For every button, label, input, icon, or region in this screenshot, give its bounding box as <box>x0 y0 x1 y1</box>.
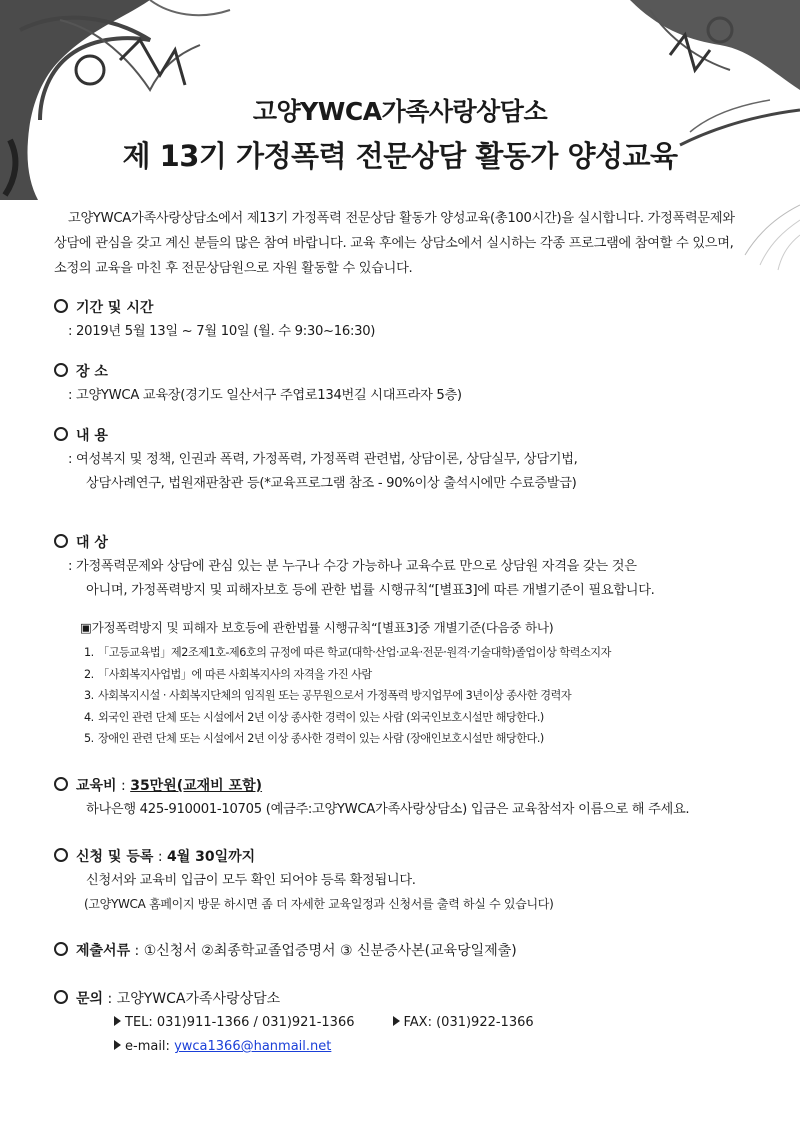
email-label: e-mail: <box>125 1039 175 1054</box>
documents-section <box>54 939 754 963</box>
fee-text: 하나은행 425-910001-10705 (예금주:고양YWCA가족사랑상담소) 입금은 교육참석자 이름으로 해 주세요. <box>86 802 690 817</box>
content-line-2: 상담사례연구, 법원재판참관 등(*교육프로그램 참조 - 90%이상 출석시에만 수료증발급) <box>86 476 577 491</box>
circle-bullet-icon <box>54 363 68 377</box>
period-heading: 기간 및 시간 <box>76 300 154 316</box>
documents-label: 제출서류 <box>76 943 131 959</box>
register-deadline: 4월 30일까지 <box>167 849 256 865</box>
place-text: : 고양YWCA 교육장(경기도 일산서구 주엽로134번길 시대프라자 5층) <box>68 388 462 403</box>
arrow-bullet-icon <box>393 1016 400 1026</box>
inquiry-value: : 고양YWCA가족사랑상담소 <box>103 991 281 1007</box>
period-text: : 2019년 5월 13일 ~ 7월 10일 (월. 수 9:30~16:30) <box>68 324 376 339</box>
criteria-item: 1. 「고등교육법」제2조제1호-제6호의 규정에 따른 학교(대학·산업·교육·전문·원격·기술대학)졸업이상 학력소지자 <box>84 646 611 659</box>
fee-label: 교육비 <box>76 778 117 794</box>
intro-paragraph: 고양YWCA가족사랑상담소에서 제13기 가정폭력 전문상담 활동가 양성교육(총100시간)을 실시합니다. 가정폭력문제와 상담에 관심을 갖고 계신 분들의 많은 참여 바랍니다. 교육 후에는 상담소에서 실시하는 각종 프로그램에 참여할 수 있으며, 소정의 교육을 마친 후 전문상담원으로 자원 활동할 수 있습니다. <box>54 211 735 276</box>
documents-value: : ①신청서 ②최종학교졸업증명서 ③ 신분증사본(교육당일제출) <box>130 943 517 959</box>
criteria-title: ▣가정폭력방지 및 피해자 보호등에 관한법률 시행규칙“[별표3]중 개별기준(다음중 하나) <box>80 620 554 635</box>
circle-bullet-icon <box>54 534 68 548</box>
register-note: (고양YWCA 홈페이지 방문 하시면 좀 더 자세한 교육일정과 신청서를 출력 하실 수 있습니다) <box>84 897 554 911</box>
content-line-1: : 여성복지 및 정책, 인권과 폭력, 가정폭력, 가정폭력 관련법, 상담이론, 상담실무, 상담기법, <box>68 452 578 467</box>
circle-bullet-icon <box>54 942 68 956</box>
target-line-2: 아니며, 가정폭력방지 및 피해자보호 등에 관한 법률 시행규칙“[별표3]에 따른 개별기준이 필요합니다. <box>86 583 655 598</box>
criteria-item: 3. 사회복지시설 · 사회복지단체의 임직원 또는 공무원으로서 가정폭력 방지업무에 3년이상 종사한 경력자 <box>84 689 572 702</box>
inquiry-section <box>54 987 754 1059</box>
organization-name: 고양YWCA가족사랑상담소 <box>252 97 548 126</box>
criteria-item: 5. 장애인 관련 단체 또는 시설에서 2년 이상 종사한 경력이 있는 사람 (장애인보호시설만 해당한다.) <box>84 732 544 745</box>
content-section <box>54 424 754 496</box>
register-label: 신청 및 등록 <box>76 849 154 865</box>
target-heading: 대 상 <box>76 535 108 551</box>
register-section: 신청 및 등록 : 4월 30일까지 신청서와 교육비 입금이 모두 확인 되어야 등록 확정됩니다. (고양YWCA 홈페이지 방문 하시면 좀 더 자세한 교육일정과 신청서를 출력 하실 수 있습니다) <box>54 845 754 915</box>
register-text: 신청서와 교육비 입금이 모두 확인 되어야 등록 확정됩니다. <box>86 873 416 888</box>
page-title: 제 13기 가정폭력 전문상담 활동가 양성교육 <box>122 139 678 173</box>
contact-email <box>54 1035 754 1059</box>
inquiry-label: 문의 <box>76 991 104 1007</box>
fee-section: 교육비 : 35만원(교재비 포함) 하나은행 425-910001-10705 (예금주:고양YWCA가족사랑상담소) 입금은 교육참석자 이름으로 해 주세요. <box>54 774 754 822</box>
criteria-item: 4. 외국인 관련 단체 또는 시설에서 2년 이상 종사한 경력이 있는 사람 (외국인보호시설만 해당한다.) <box>84 710 544 724</box>
place-heading: 장 소 <box>76 364 108 380</box>
email-link[interactable]: ywca1366@hanmail.net <box>174 1039 332 1054</box>
fee-value: 35만원(교재비 포함) <box>130 778 263 794</box>
place-section <box>54 360 754 408</box>
circle-bullet-icon <box>54 848 68 862</box>
target-line-1: : 가정폭력문제와 상담에 관심 있는 분 누구나 수강 가능하나 교육수료 만으로 상담원 자격을 갖는 것은 <box>68 559 637 574</box>
target-section <box>54 531 754 750</box>
criteria-item: 2. 「사회복지사업법」에 따른 사회복지사의 자격을 가진 사람 <box>84 667 372 681</box>
arrow-bullet-icon <box>114 1016 121 1026</box>
circle-bullet-icon <box>54 990 68 1004</box>
circle-bullet-icon <box>54 299 68 313</box>
circle-bullet-icon <box>54 777 68 791</box>
period-section <box>54 296 754 344</box>
content-heading: 내 용 <box>76 428 108 444</box>
arrow-bullet-icon <box>114 1040 121 1050</box>
contact-phone-fax <box>54 1011 754 1035</box>
circle-bullet-icon <box>54 427 68 441</box>
tel-text: TEL: 031)911-1366 / 031)921-1366 <box>125 1015 355 1030</box>
fax-text: FAX: (031)922-1366 <box>403 1015 534 1030</box>
